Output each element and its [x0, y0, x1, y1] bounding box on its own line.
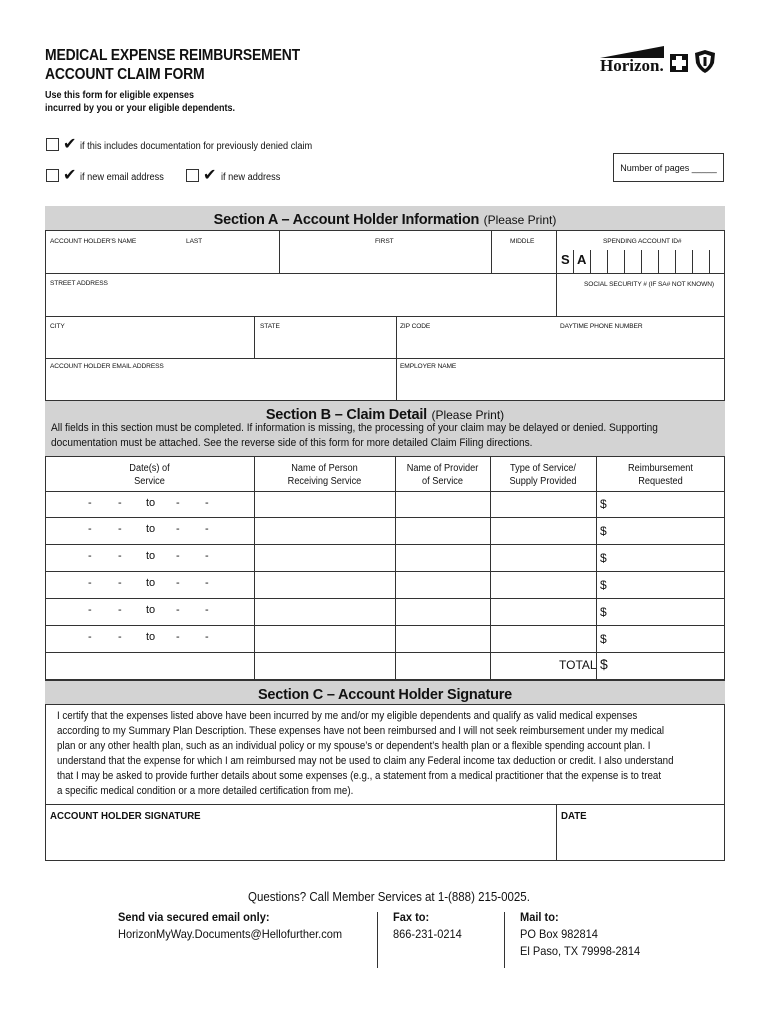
email-address-label: ACCOUNT HOLDER EMAIL ADDRESS [50, 363, 164, 370]
mail-address-line2: El Paso, TX 79998-2814 [520, 944, 641, 958]
check-icon: ✔ [63, 167, 77, 184]
middle-name-label: MIDDLE [510, 238, 535, 245]
section-b-instructions: All fields in this section must be completed. If information is missing, the processing of your claim may be delayed or denied. Supporting documentation must be attached. See the reverse side of this form for more detailed Claim Filing directions. [51, 422, 658, 449]
service-type-header: Type of Service/ Supply Provided [509, 463, 577, 487]
email-address[interactable]: HorizonMyWay.Documents@Hellofurther.com [118, 927, 343, 941]
row-divider [45, 804, 725, 805]
provider-header: Name of Provider of Service [406, 463, 479, 487]
check-icon: ✔ [203, 167, 217, 184]
mail-heading: Mail to: [520, 910, 559, 924]
blue-cross-icon [670, 54, 688, 72]
new-email-label: if new email address [80, 172, 164, 183]
row-divider [45, 625, 725, 626]
email-heading: Send via secured email only: [118, 910, 270, 924]
check-icon: ✔ [63, 136, 77, 153]
total-field[interactable]: $ [600, 656, 608, 672]
col-divider [279, 231, 280, 273]
reimbursement-field[interactable]: $ [600, 605, 607, 619]
ssn-label: SOCIAL SECURITY # (IF SA# NOT KNOWN) [584, 281, 715, 288]
sa-digit-divider [709, 250, 710, 273]
new-email-checkbox[interactable] [46, 169, 59, 182]
mail-address-line1: PO Box 982814 [520, 927, 598, 941]
employer-name-label: EMPLOYER NAME [400, 363, 457, 370]
new-address-checkbox[interactable] [186, 169, 199, 182]
form-title: MEDICAL EXPENSE REIMBURSEMENT ACCOUNT CLAIM FORM [45, 47, 300, 83]
first-name-label: FIRST [375, 238, 394, 245]
row-divider [45, 316, 725, 317]
state-label: STATE [260, 323, 280, 330]
total-label: TOTAL [559, 658, 597, 672]
spending-account-label: SPENDING ACCOUNT ID# [603, 238, 682, 245]
footer-divider [504, 912, 505, 968]
fax-number: 866-231-0214 [393, 927, 462, 941]
account-holder-name-label: ACCOUNT HOLDER'S NAME [50, 238, 137, 245]
section-c-header: Section C – Account Holder Signature [45, 680, 725, 705]
signature-field[interactable]: ACCOUNT HOLDER SIGNATURE [50, 810, 201, 822]
col-divider [491, 231, 492, 273]
daytime-phone-label: DAYTIME PHONE NUMBER [560, 323, 643, 330]
sa-digit-divider [692, 250, 693, 273]
reimbursement-field[interactable]: $ [600, 524, 607, 538]
col-divider [556, 231, 557, 316]
row-divider [45, 571, 725, 572]
section-a-header: Section A – Account Holder Information (Please Print) [45, 206, 725, 231]
row-divider [45, 598, 725, 599]
sa-digit-divider [573, 250, 574, 273]
fax-heading: Fax to: [393, 910, 430, 924]
col-divider [556, 804, 557, 861]
sa-digit-divider [607, 250, 608, 273]
row-divider [45, 273, 725, 274]
last-name-label: LAST [186, 238, 203, 245]
street-address-label: STREET ADDRESS [50, 280, 108, 287]
certification-statement: I certify that the expenses listed above have been incurred by me and/or my eligible dependents and qualify as valid medical expenses according to my Summary Plan Description. These expenses have not been reimbursed and I will not seek reimbursement under my medical plan or any other health plan, such as an individual policy or my spouse’s or dependent’s health plan or a flexible spending account plan. I understand that the expense for which I am reimbursed may not be used to claim any Federal income tax deduction or credit. I also understand that I may be asked to provide further details about some expenses (e.g., a statement from a medical practitioner that the expense is to treat a specific medical condition or a more detailed certification from me). [57, 710, 674, 797]
blue-shield-icon [694, 49, 716, 74]
row-divider [45, 517, 725, 518]
zip-code-label: ZIP CODE [400, 323, 431, 330]
number-of-pages-box[interactable]: Number of pages _____ [613, 153, 724, 182]
sa-prefix-a: A [577, 252, 587, 267]
row-divider [45, 652, 725, 653]
member-services-text: Questions? Call Member Services at 1-(888) 215-0025. [248, 890, 530, 904]
sa-digit-divider [590, 250, 591, 273]
col-divider [396, 316, 397, 400]
reimbursement-field[interactable]: $ [600, 578, 607, 592]
row-divider [45, 491, 725, 492]
row-divider [45, 544, 725, 545]
sa-digit-divider [675, 250, 676, 273]
form-subtitle: Use this form for eligible expenses incurred by you or your eligible dependents. [45, 90, 236, 114]
reimbursement-header: Reimbursement Requested [628, 463, 693, 487]
previously-denied-checkbox[interactable] [46, 138, 59, 151]
date-field[interactable]: DATE [561, 810, 587, 822]
dates-of-service-header: Date(s) of Service [129, 463, 170, 487]
sa-prefix-s: S [561, 252, 570, 267]
reimbursement-field[interactable]: $ [600, 551, 607, 565]
reimbursement-field[interactable]: $ [600, 497, 607, 511]
sa-digit-divider [658, 250, 659, 273]
section-b-header: Section B – Claim Detail (Please Print) [45, 401, 725, 457]
footer-divider [377, 912, 378, 968]
horizon-logo: Horizon. [600, 46, 725, 76]
col-divider [254, 316, 255, 358]
row-divider [45, 358, 725, 359]
sa-digit-divider [624, 250, 625, 273]
person-receiving-header: Name of Person Receiving Service [287, 463, 362, 487]
city-label: CITY [50, 323, 65, 330]
new-address-label: if new address [221, 172, 281, 183]
reimbursement-field[interactable]: $ [600, 632, 607, 646]
previously-denied-label: if this includes documentation for previously denied claim [80, 141, 313, 152]
sa-digit-divider [641, 250, 642, 273]
